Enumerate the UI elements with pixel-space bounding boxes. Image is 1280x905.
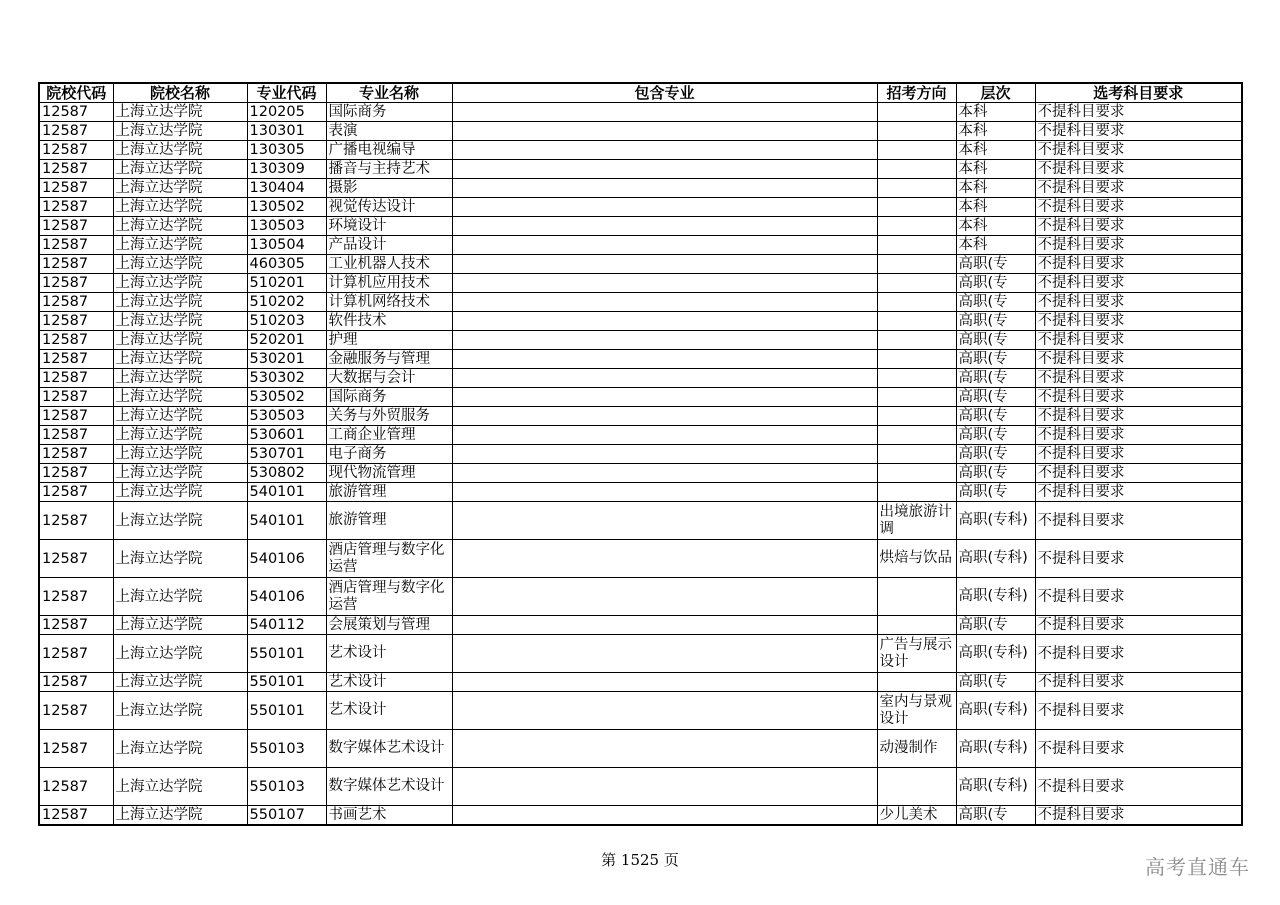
school-code-cell: 12587 [39,692,113,730]
subject-requirement-cell: 不提科目要求 [1035,692,1242,730]
school-name-cell: 上海立达学院 [113,236,247,255]
watermark: 高考直通车 [1145,855,1250,879]
direction-cell [877,464,956,483]
header-school-name: 院校名称 [113,83,247,103]
major-name-cell: 计算机应用技术 [326,274,452,293]
school-name-cell: 上海立达学院 [113,806,247,826]
direction-cell [877,445,956,464]
school-code-cell: 12587 [39,217,113,236]
major-name-cell: 艺术设计 [326,673,452,692]
major-code-cell: 540112 [247,616,326,635]
table-row [39,407,1242,426]
major-name-cell: 大数据与会计 [326,369,452,388]
subject-requirement-cell: 不提科目要求 [1035,369,1242,388]
table-row [39,483,1242,502]
school-name-cell: 上海立达学院 [113,255,247,274]
major-code-cell: 130301 [247,122,326,141]
direction-cell [877,255,956,274]
subject-requirement-cell: 不提科目要求 [1035,312,1242,331]
school-name-cell: 上海立达学院 [113,730,247,768]
major-name-cell: 广播电视编导 [326,141,452,160]
admissions-table [38,82,1243,826]
table-row [39,236,1242,255]
school-name-cell: 上海立达学院 [113,274,247,293]
included-majors-cell [452,160,877,179]
subject-requirement-cell: 不提科目要求 [1035,806,1242,826]
level-cell: 高职(专科) [956,635,1035,673]
major-name-cell: 计算机网络技术 [326,293,452,312]
direction-cell [877,369,956,388]
major-name-cell: 现代物流管理 [326,464,452,483]
direction-cell [877,616,956,635]
subject-requirement-cell: 不提科目要求 [1035,331,1242,350]
major-code-cell: 540106 [247,578,326,616]
school-name-cell: 上海立达学院 [113,502,247,540]
page-number: 第 1525 页 [601,851,679,869]
included-majors-cell [452,236,877,255]
included-majors-cell [452,445,877,464]
school-name-cell: 上海立达学院 [113,217,247,236]
table-row [39,198,1242,217]
major-name-cell: 会展策划与管理 [326,616,452,635]
school-code-cell: 12587 [39,103,113,122]
major-code-cell: 550101 [247,673,326,692]
level-cell: 高职(专 [956,464,1035,483]
major-name-cell: 关务与外贸服务 [326,407,452,426]
level-cell: 高职(专科) [956,730,1035,768]
level-cell: 高职(专 [956,407,1035,426]
level-cell: 高职(专 [956,483,1035,502]
direction-cell [877,141,956,160]
table-row [39,388,1242,407]
subject-requirement-cell: 不提科目要求 [1035,616,1242,635]
subject-requirement-cell: 不提科目要求 [1035,407,1242,426]
level-cell: 高职(专 [956,616,1035,635]
included-majors-cell [452,312,877,331]
table-row [39,369,1242,388]
subject-requirement-cell: 不提科目要求 [1035,445,1242,464]
included-majors-cell [452,255,877,274]
school-name-cell: 上海立达学院 [113,331,247,350]
school-code-cell: 12587 [39,236,113,255]
major-name-cell: 数字媒体艺术设计 [326,768,452,806]
major-name-cell: 艺术设计 [326,692,452,730]
subject-requirement-cell: 不提科目要求 [1035,293,1242,312]
table-row [39,293,1242,312]
direction-cell [877,103,956,122]
table-row [39,635,1242,673]
school-name-cell: 上海立达学院 [113,369,247,388]
school-code-cell: 12587 [39,730,113,768]
direction-cell [877,122,956,141]
included-majors-cell [452,388,877,407]
school-code-cell: 12587 [39,483,113,502]
direction-cell [877,331,956,350]
direction-cell: 动漫制作 [877,730,956,768]
major-code-cell: 130309 [247,160,326,179]
school-code-cell: 12587 [39,445,113,464]
school-code-cell: 12587 [39,350,113,369]
direction-cell [877,768,956,806]
major-code-cell: 130502 [247,198,326,217]
school-code-cell: 12587 [39,141,113,160]
direction-cell [877,160,956,179]
school-code-cell: 12587 [39,274,113,293]
major-code-cell: 550101 [247,635,326,673]
table-row [39,578,1242,616]
subject-requirement-cell: 不提科目要求 [1035,255,1242,274]
table-row [39,445,1242,464]
major-name-cell: 护理 [326,331,452,350]
school-code-cell: 12587 [39,768,113,806]
major-name-cell: 数字媒体艺术设计 [326,730,452,768]
school-code-cell: 12587 [39,673,113,692]
subject-requirement-cell: 不提科目要求 [1035,464,1242,483]
included-majors-cell [452,274,877,293]
table-row [39,217,1242,236]
major-code-cell: 530502 [247,388,326,407]
major-code-cell: 550107 [247,806,326,826]
table-row [39,464,1242,483]
school-code-cell: 12587 [39,635,113,673]
included-majors-cell [452,179,877,198]
school-code-cell: 12587 [39,502,113,540]
included-majors-cell [452,502,877,540]
direction-cell [877,578,956,616]
direction-cell [877,274,956,293]
header-major-name: 专业名称 [326,83,452,103]
subject-requirement-cell: 不提科目要求 [1035,578,1242,616]
major-code-cell: 540101 [247,483,326,502]
included-majors-cell [452,730,877,768]
level-cell: 高职(专科) [956,692,1035,730]
subject-requirement-cell: 不提科目要求 [1035,635,1242,673]
school-name-cell: 上海立达学院 [113,616,247,635]
header-level: 层次 [956,83,1035,103]
subject-requirement-cell: 不提科目要求 [1035,483,1242,502]
major-code-cell: 540101 [247,502,326,540]
level-cell: 高职(专科) [956,578,1035,616]
school-code-cell: 12587 [39,806,113,826]
school-name-cell: 上海立达学院 [113,293,247,312]
subject-requirement-cell: 不提科目要求 [1035,103,1242,122]
school-name-cell: 上海立达学院 [113,464,247,483]
major-name-cell: 环境设计 [326,217,452,236]
school-name-cell: 上海立达学院 [113,350,247,369]
subject-requirement-cell: 不提科目要求 [1035,160,1242,179]
level-cell: 高职(专 [956,806,1035,826]
table-row [39,141,1242,160]
school-code-cell: 12587 [39,255,113,274]
major-code-cell: 130503 [247,217,326,236]
table-row [39,768,1242,806]
school-code-cell: 12587 [39,578,113,616]
included-majors-cell [452,369,877,388]
school-name-cell: 上海立达学院 [113,445,247,464]
subject-requirement-cell: 不提科目要求 [1035,673,1242,692]
direction-cell: 烘焙与饮品 [877,540,956,578]
school-code-cell: 12587 [39,312,113,331]
included-majors-cell [452,426,877,445]
table-row [39,616,1242,635]
major-name-cell: 工商企业管理 [326,426,452,445]
level-cell: 高职(专 [956,331,1035,350]
major-name-cell: 酒店管理与数字化运营 [326,578,452,616]
table-row [39,806,1242,826]
level-cell: 高职(专 [956,369,1035,388]
school-code-cell: 12587 [39,293,113,312]
direction-cell [877,350,956,369]
major-code-cell: 510203 [247,312,326,331]
table-row [39,274,1242,293]
table-body [39,103,1242,826]
level-cell: 高职(专 [956,426,1035,445]
table-row [39,730,1242,768]
subject-requirement-cell: 不提科目要求 [1035,274,1242,293]
school-name-cell: 上海立达学院 [113,141,247,160]
major-name-cell: 表演 [326,122,452,141]
school-code-cell: 12587 [39,198,113,217]
major-code-cell: 510201 [247,274,326,293]
school-code-cell: 12587 [39,160,113,179]
major-name-cell: 播音与主持艺术 [326,160,452,179]
level-cell: 高职(专 [956,255,1035,274]
subject-requirement-cell: 不提科目要求 [1035,198,1242,217]
level-cell: 本科 [956,236,1035,255]
included-majors-cell [452,692,877,730]
table-row [39,255,1242,274]
subject-requirement-cell: 不提科目要求 [1035,350,1242,369]
table-row [39,160,1242,179]
direction-cell [877,673,956,692]
direction-cell [877,312,956,331]
major-code-cell: 520201 [247,331,326,350]
level-cell: 本科 [956,198,1035,217]
header-direction: 招考方向 [877,83,956,103]
direction-cell: 广告与展示设计 [877,635,956,673]
major-name-cell: 软件技术 [326,312,452,331]
school-name-cell: 上海立达学院 [113,673,247,692]
subject-requirement-cell: 不提科目要求 [1035,540,1242,578]
school-name-cell: 上海立达学院 [113,578,247,616]
subject-requirement-cell: 不提科目要求 [1035,217,1242,236]
direction-cell [877,179,956,198]
subject-requirement-cell: 不提科目要求 [1035,388,1242,407]
school-code-cell: 12587 [39,464,113,483]
subject-requirement-cell: 不提科目要求 [1035,122,1242,141]
included-majors-cell [452,407,877,426]
school-name-cell: 上海立达学院 [113,122,247,141]
school-name-cell: 上海立达学院 [113,312,247,331]
table-row [39,502,1242,540]
included-majors-cell [452,616,877,635]
level-cell: 高职(专 [956,293,1035,312]
level-cell: 高职(专科) [956,768,1035,806]
major-name-cell: 金融服务与管理 [326,350,452,369]
table-row [39,122,1242,141]
level-cell: 高职(专科) [956,540,1035,578]
included-majors-cell [452,540,877,578]
included-majors-cell [452,331,877,350]
school-code-cell: 12587 [39,369,113,388]
included-majors-cell [452,103,877,122]
included-majors-cell [452,464,877,483]
level-cell: 本科 [956,179,1035,198]
major-name-cell: 摄影 [326,179,452,198]
major-name-cell: 酒店管理与数字化运营 [326,540,452,578]
school-code-cell: 12587 [39,388,113,407]
major-name-cell: 国际商务 [326,388,452,407]
table-row [39,540,1242,578]
table-row [39,312,1242,331]
table-row [39,331,1242,350]
header-major-code: 专业代码 [247,83,326,103]
included-majors-cell [452,122,877,141]
subject-requirement-cell: 不提科目要求 [1035,179,1242,198]
level-cell: 本科 [956,122,1035,141]
school-code-cell: 12587 [39,616,113,635]
school-code-cell: 12587 [39,426,113,445]
subject-requirement-cell: 不提科目要求 [1035,426,1242,445]
level-cell: 高职(专科) [956,502,1035,540]
major-code-cell: 550103 [247,730,326,768]
level-cell: 本科 [956,217,1035,236]
school-name-cell: 上海立达学院 [113,407,247,426]
major-name-cell: 书画艺术 [326,806,452,826]
major-code-cell: 530802 [247,464,326,483]
header-row [39,83,1242,103]
direction-cell [877,236,956,255]
header-included-majors: 包含专业 [452,83,877,103]
included-majors-cell [452,141,877,160]
included-majors-cell [452,198,877,217]
level-cell: 高职(专 [956,445,1035,464]
level-cell: 本科 [956,141,1035,160]
major-code-cell: 510202 [247,293,326,312]
subject-requirement-cell: 不提科目要求 [1035,236,1242,255]
school-name-cell: 上海立达学院 [113,483,247,502]
school-name-cell: 上海立达学院 [113,768,247,806]
direction-cell [877,217,956,236]
included-majors-cell [452,673,877,692]
level-cell: 高职(专 [956,312,1035,331]
major-name-cell: 国际商务 [326,103,452,122]
table-row [39,673,1242,692]
direction-cell [877,407,956,426]
table-row [39,350,1242,369]
school-name-cell: 上海立达学院 [113,426,247,445]
major-code-cell: 460305 [247,255,326,274]
school-name-cell: 上海立达学院 [113,692,247,730]
level-cell: 本科 [956,103,1035,122]
school-name-cell: 上海立达学院 [113,103,247,122]
school-name-cell: 上海立达学院 [113,635,247,673]
level-cell: 本科 [956,160,1035,179]
school-code-cell: 12587 [39,122,113,141]
major-code-cell: 530701 [247,445,326,464]
major-name-cell: 艺术设计 [326,635,452,673]
included-majors-cell [452,483,877,502]
direction-cell: 出境旅游计调 [877,502,956,540]
school-name-cell: 上海立达学院 [113,179,247,198]
major-name-cell: 产品设计 [326,236,452,255]
level-cell: 高职(专 [956,388,1035,407]
school-code-cell: 12587 [39,179,113,198]
table-row [39,692,1242,730]
school-code-cell: 12587 [39,407,113,426]
level-cell: 高职(专 [956,350,1035,369]
major-name-cell: 电子商务 [326,445,452,464]
level-cell: 高职(专 [956,274,1035,293]
included-majors-cell [452,635,877,673]
major-code-cell: 130504 [247,236,326,255]
school-name-cell: 上海立达学院 [113,198,247,217]
table-row [39,179,1242,198]
direction-cell: 室内与景观设计 [877,692,956,730]
header-school-code: 院校代码 [39,83,113,103]
direction-cell [877,388,956,407]
direction-cell [877,426,956,445]
major-code-cell: 130305 [247,141,326,160]
direction-cell [877,293,956,312]
direction-cell [877,198,956,217]
included-majors-cell [452,293,877,312]
direction-cell [877,483,956,502]
major-name-cell: 旅游管理 [326,483,452,502]
school-name-cell: 上海立达学院 [113,540,247,578]
table-row [39,426,1242,445]
included-majors-cell [452,768,877,806]
major-code-cell: 550103 [247,768,326,806]
school-name-cell: 上海立达学院 [113,388,247,407]
direction-cell: 少儿美术 [877,806,956,826]
major-name-cell: 工业机器人技术 [326,255,452,274]
major-name-cell: 旅游管理 [326,502,452,540]
included-majors-cell [452,217,877,236]
level-cell: 高职(专 [956,673,1035,692]
included-majors-cell [452,806,877,826]
subject-requirement-cell: 不提科目要求 [1035,141,1242,160]
major-code-cell: 120205 [247,103,326,122]
major-code-cell: 130404 [247,179,326,198]
subject-requirement-cell: 不提科目要求 [1035,502,1242,540]
major-name-cell: 视觉传达设计 [326,198,452,217]
included-majors-cell [452,350,877,369]
school-code-cell: 12587 [39,331,113,350]
major-code-cell: 530201 [247,350,326,369]
major-code-cell: 540106 [247,540,326,578]
major-code-cell: 550101 [247,692,326,730]
school-name-cell: 上海立达学院 [113,160,247,179]
subject-requirement-cell: 不提科目要求 [1035,768,1242,806]
included-majors-cell [452,578,877,616]
header-subject-requirement: 选考科目要求 [1035,83,1242,103]
major-code-cell: 530503 [247,407,326,426]
major-code-cell: 530601 [247,426,326,445]
table-row [39,103,1242,122]
school-code-cell: 12587 [39,540,113,578]
major-code-cell: 530302 [247,369,326,388]
subject-requirement-cell: 不提科目要求 [1035,730,1242,768]
